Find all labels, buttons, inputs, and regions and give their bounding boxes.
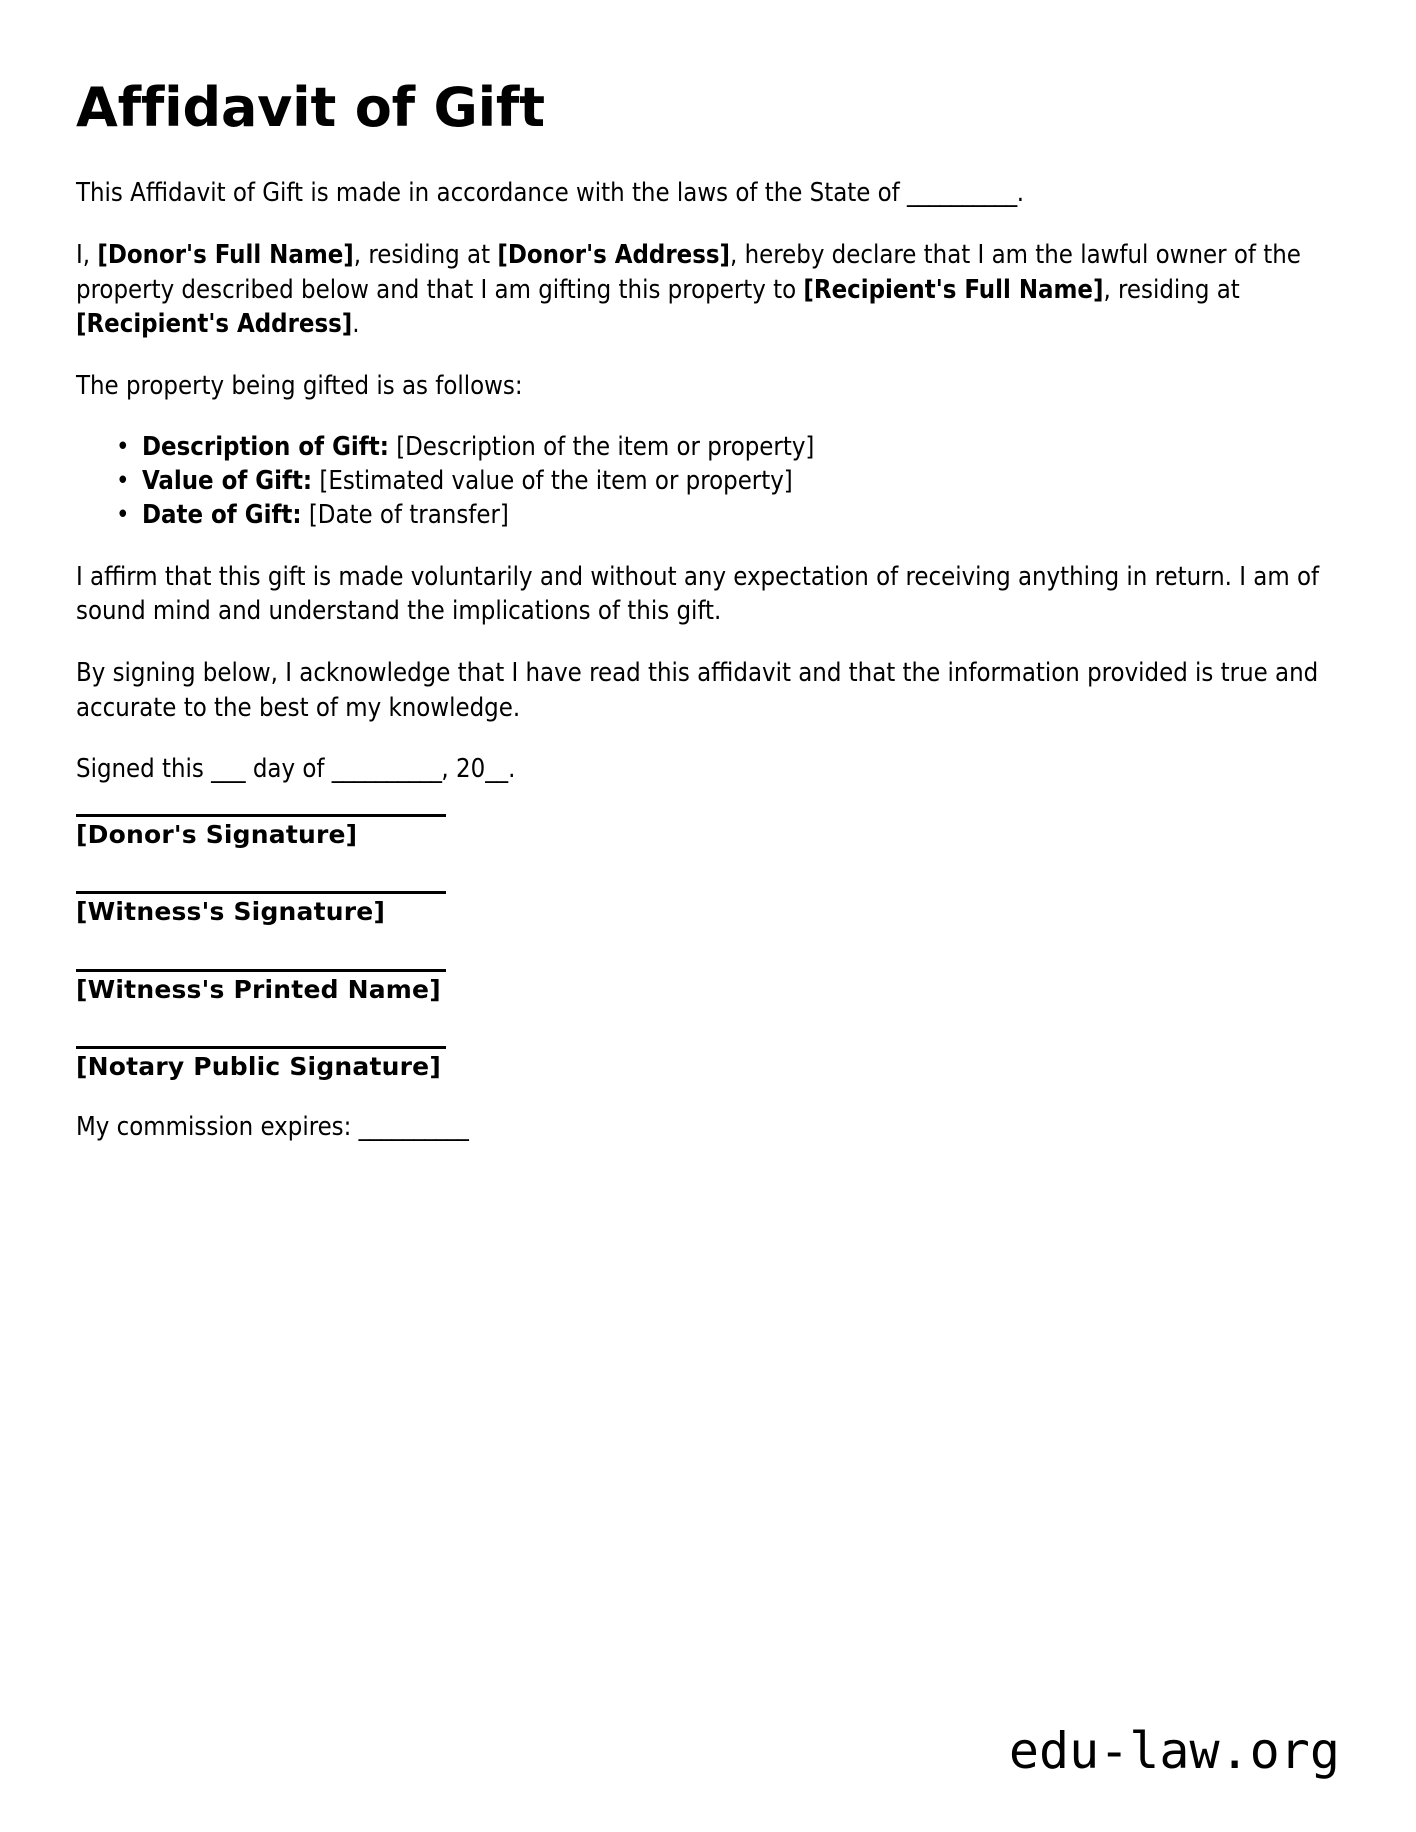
commission-expiry-line: [76, 1110, 1340, 1145]
declaration-paragraph: [76, 238, 1336, 342]
commission-blank: __________: [358, 1111, 469, 1142]
list-item: [142, 499, 1340, 533]
signature-line: [76, 891, 446, 894]
intro-text-after: .: [1016, 178, 1025, 209]
signed-seg-4: .: [508, 754, 516, 785]
list-item: [142, 465, 1340, 499]
spacer: [76, 1006, 1340, 1046]
list-intro-paragraph: The property being gifted is as follows:: [76, 371, 523, 402]
witness-signature-block: [76, 891, 1340, 929]
day-blank: ___: [211, 754, 246, 785]
spacer: [76, 851, 1340, 891]
acknowledgement-paragraph: By signing below, I acknowledge that I have read this affidavit and that the information provided is true and accurate to the best of my knowledge.: [76, 657, 1319, 723]
list-item: [142, 431, 1340, 465]
donor-address-placeholder: [Donor's Address]: [497, 240, 731, 271]
spacer: [76, 929, 1340, 969]
witness-printed-name-block: [76, 969, 1340, 1007]
signed-seg-1: Signed this: [76, 754, 212, 785]
donor-name-placeholder: [Donor's Full Name]: [97, 240, 354, 271]
signature-label: [Witness's Signature]: [76, 897, 386, 927]
declaration-seg-3: , hereby declare that I am the lawful owner of the property described below and that I am gifting this property to: [76, 240, 1301, 305]
signed-seg-3: , 20: [441, 754, 486, 785]
recipient-name-placeholder: [Recipient's Full Name]: [803, 274, 1104, 305]
signature-line: [76, 1046, 446, 1049]
gift-item-label: Date of Gift:: [142, 499, 302, 530]
notary-signature-block: [76, 1046, 1340, 1084]
page-title: Affidavit of Gift: [76, 76, 545, 139]
intro-paragraph: [76, 176, 1336, 211]
site-watermark: edu-law.org: [1008, 1722, 1340, 1780]
commission-text: My commission expires:: [76, 1111, 359, 1142]
gift-item-value: [Date of transfer]: [301, 499, 509, 530]
gift-item-value: [Estimated value of the item or property]: [312, 465, 793, 496]
gift-details-list: [76, 431, 1340, 533]
signature-label: [Witness's Printed Name]: [76, 974, 441, 1004]
declaration-seg-2: , residing at: [353, 240, 498, 271]
year-blank: __: [485, 754, 509, 785]
declaration-seg-5: .: [352, 309, 360, 340]
affirmation-paragraph: I affirm that this gift is made voluntarily and without any expectation of receiving anything in return. I am of sound mind and understand the implications of this gift.: [76, 561, 1320, 627]
intro-text-before: This Affidavit of Gift is made in accordance with the laws of the State of: [76, 178, 908, 209]
signature-line: [76, 814, 446, 817]
gift-item-label: Description of Gift:: [142, 431, 389, 462]
donor-signature-block: [76, 814, 1340, 852]
signature-label: [Notary Public Signature]: [76, 1052, 441, 1082]
state-blank: __________: [907, 178, 1017, 209]
declaration-seg-4: , residing at: [1103, 274, 1240, 305]
signature-label: [Donor's Signature]: [76, 819, 358, 849]
declaration-seg-1: I,: [76, 240, 98, 271]
signature-line: [76, 969, 446, 972]
signed-date-line: [76, 752, 1336, 787]
month-blank: __________: [331, 754, 442, 785]
gift-item-label: Value of Gift:: [142, 465, 313, 496]
recipient-address-placeholder: [Recipient's Address]: [76, 309, 353, 340]
gift-item-value: [Description of the item or property]: [388, 431, 815, 462]
signed-seg-2: day of: [245, 754, 332, 785]
